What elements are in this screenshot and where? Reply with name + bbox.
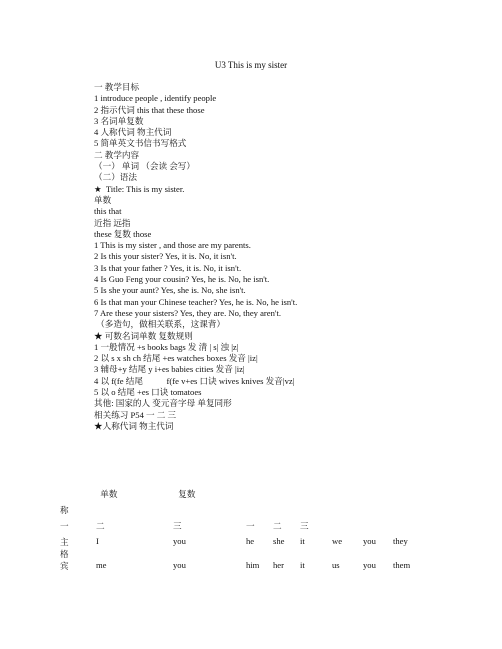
text-line: 一 教学目标 [94,82,140,92]
text-line: these 复数 those [94,228,152,239]
text-line: 相关练习 P54 一 二 三 [94,409,177,420]
text-line: （二）语法 [94,172,137,183]
table-cell: we [332,536,343,546]
table-cell: he [246,536,255,546]
text-line: ★ 可数名词单数 复数规则 [94,330,193,341]
table-cell: him [246,560,260,570]
table-cell: 三 [173,521,182,531]
text-line: 5 Is she your aunt? Yes, she is. No, she isn't. [94,285,246,296]
table-cell: me [96,560,107,570]
row-label: 格 [60,549,69,559]
text-line: （多造句，做相关联系，这课背） [94,319,226,330]
table-row-object [60,560,500,576]
text-line: 3 名词单复数 [94,115,144,126]
singular-heading: 单数 [100,489,118,499]
table-cell: 一 [246,521,255,531]
text-line: 7 Are these your sisters? Yes, they are. No, they aren't. [94,307,281,318]
row-label: 称 [60,505,69,515]
text-line: this that [94,206,122,217]
text-line: 5 以 o 结尾 +es 口诀 tomatoes [94,387,202,398]
table-cell: she [273,536,285,546]
text-line: 4 Is Guo Feng your cousin? Yes, he is. No, he isn't. [94,274,270,285]
table-cell: you [173,560,186,570]
text-line: 3 辅母+y 结尾 y i+es babies cities 发音 |iz| [94,364,245,375]
text-line: 2 以 s x sh ch 结尾 +es watches boxes 发音 |iz| [94,353,258,364]
table-cell: 二 [96,521,105,531]
document-title: U3 This is my sister [214,60,288,70]
text-line: ★人称代词 物主代词 [94,420,174,431]
text-line: 1 一般情况 +s books bags 发 清 | s| 浊 |z| [94,341,239,352]
row-label: 主 [60,537,69,547]
pronoun-table [60,504,500,576]
table-cell: they [393,536,408,546]
text-line: ★ Title: This is my sister. [94,183,185,194]
text-line: 4 以 f(fe 结尾 f(fe v+es 口诀 wives knives 发音|vz| [94,375,295,386]
text-line: 2 Is this your sister? Yes, it is. No, it isn't. [94,251,237,262]
text-line: 4 人称代词 物主代词 [94,127,172,138]
table-cell: I [96,536,99,546]
table-row-person [60,520,500,536]
table-cell: us [332,560,340,570]
text-line: 5 简单英文书信书写格式 [94,138,187,149]
table-cell: it [300,536,305,546]
table-row-cheng [60,504,500,520]
pronoun-header [96,478,196,500]
table-cell: you [363,560,376,570]
text-line: 近指 远指 [94,217,131,228]
document-body [94,82,494,432]
text-line: 3 Is that your father ? Yes, it is. No, it isn't. [94,262,242,273]
table-cell: 二 [273,521,282,531]
row-label: 一 [60,521,69,531]
table-cell: it [300,560,305,570]
plural-heading: 复数 [178,489,196,499]
text-line: 其他: 国家的人 变元音字母 单复同形 [94,398,232,409]
text-line: （一） 单词 （会读 会写） [94,161,195,172]
text-line: 单数 [94,194,112,205]
table-cell: you [173,536,186,546]
table-cell: you [363,536,376,546]
table-cell: 三 [300,521,309,531]
text-line: 1 This is my sister , and those are my parents. [94,240,251,251]
text-line: 6 Is that man your Chinese teacher? Yes, he is. No, he isn't. [94,296,298,307]
row-label: 宾 [60,561,69,571]
table-row-subject-cont [60,548,500,560]
text-line: 二 教学内容 [94,149,140,160]
table-cell: them [393,560,411,570]
table-cell: her [273,560,284,570]
text-line: 1 introduce people , identify people [94,93,217,104]
text-line: 2 指示代词 this that these those [94,104,205,115]
